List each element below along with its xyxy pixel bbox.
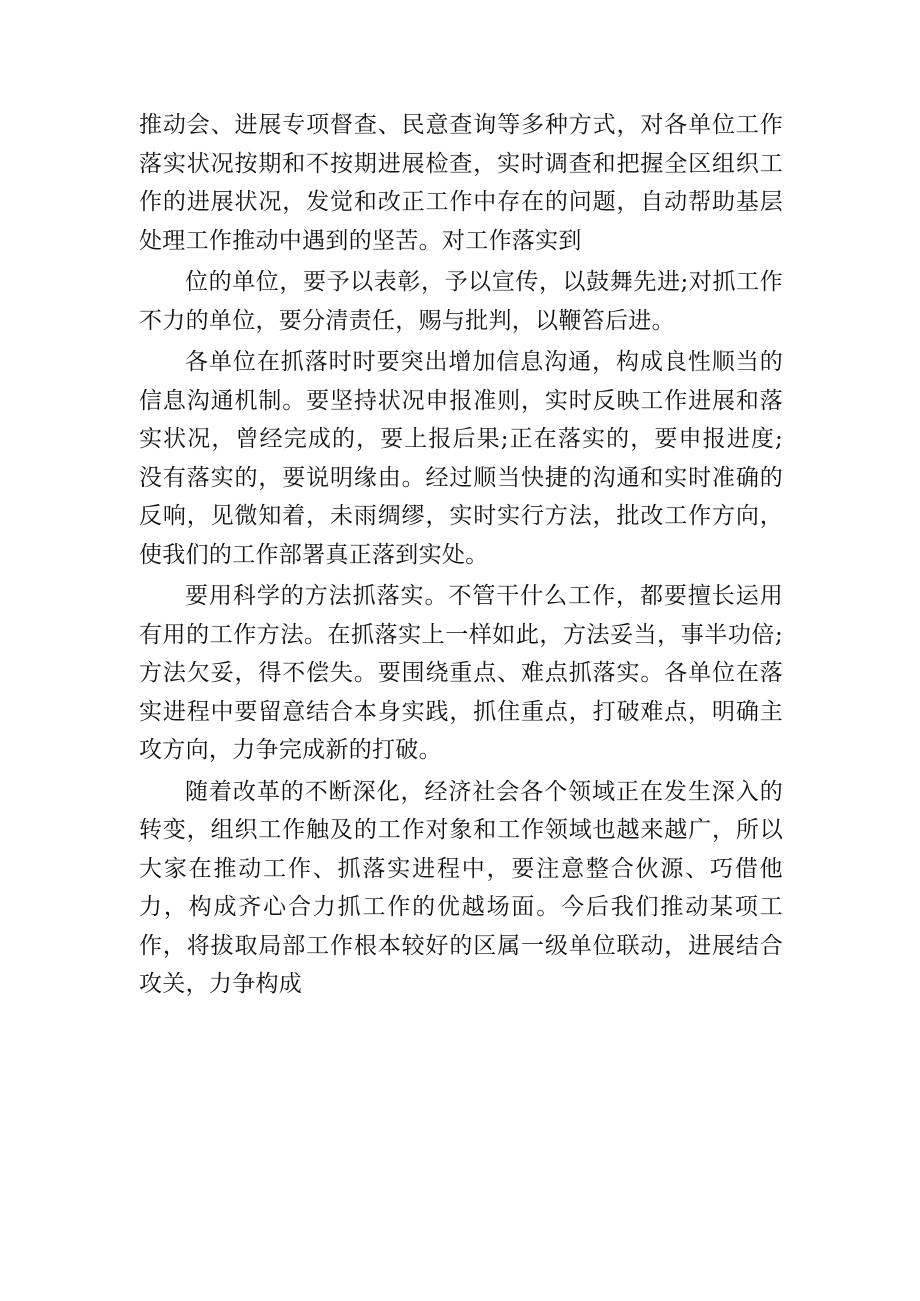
paragraph-4: 要用科学的方法抓落实。不管干什么工作，都要擅长运用有用的工作方法。在抓落实上一样如此，方法妥当，事半功倍;方法欠妥，得不偿失。要围绕重点、难点抓落实。各单位在落实进程中要留意结合本身实践，抓住重点，打破难点，明确主攻方向，力争完成新的打破。 [139, 583, 783, 763]
paragraph-3: 各单位在抓落时时要突出增加信息沟通，构成良性顺当的信息沟通机制。要坚持状况申报准则，实时反映工作进展和落实状况，曾经完成的，要上报后果;正在落实的，要申报进度;没有落实的，要说明缘由。经过顺当快捷的沟通和实时准确的反响，见微知着，未雨绸缪，实时实行方法，批改工作方向，使我们的工作部署真正落到实处。 [139, 349, 783, 568]
paragraph-1: 推动会、进展专项督查、民意查询等多种方式，对各单位工作落实状况按期和不按期进展检查，实时调查和把握全区组织工作的进展状况，发觉和改正工作中存在的问题，自动帮助基层处理工作推动中遇到的坚苦。对工作落实到 [139, 112, 783, 254]
paragraph-2: 位的单位，要予以表彰，予以宣传，以鼓舞先进;对抓工作不力的单位，要分清责任，赐与批判，以鞭笞后进。 [139, 269, 783, 334]
paragraph-5: 随着改革的不断深化，经济社会各个领域正在发生深入的转变，组织工作触及的工作对象和工作领域也越来越广，所以大家在推动工作、抓落实进程中，要注意整合伙源、巧借他力，构成齐心合力抓工作的优越场面。今后我们推动某项工作，将拔取局部工作根本较好的区属一级单位联动，进展结合攻关，力争构成 [139, 778, 783, 997]
document-body [139, 106, 783, 1004]
